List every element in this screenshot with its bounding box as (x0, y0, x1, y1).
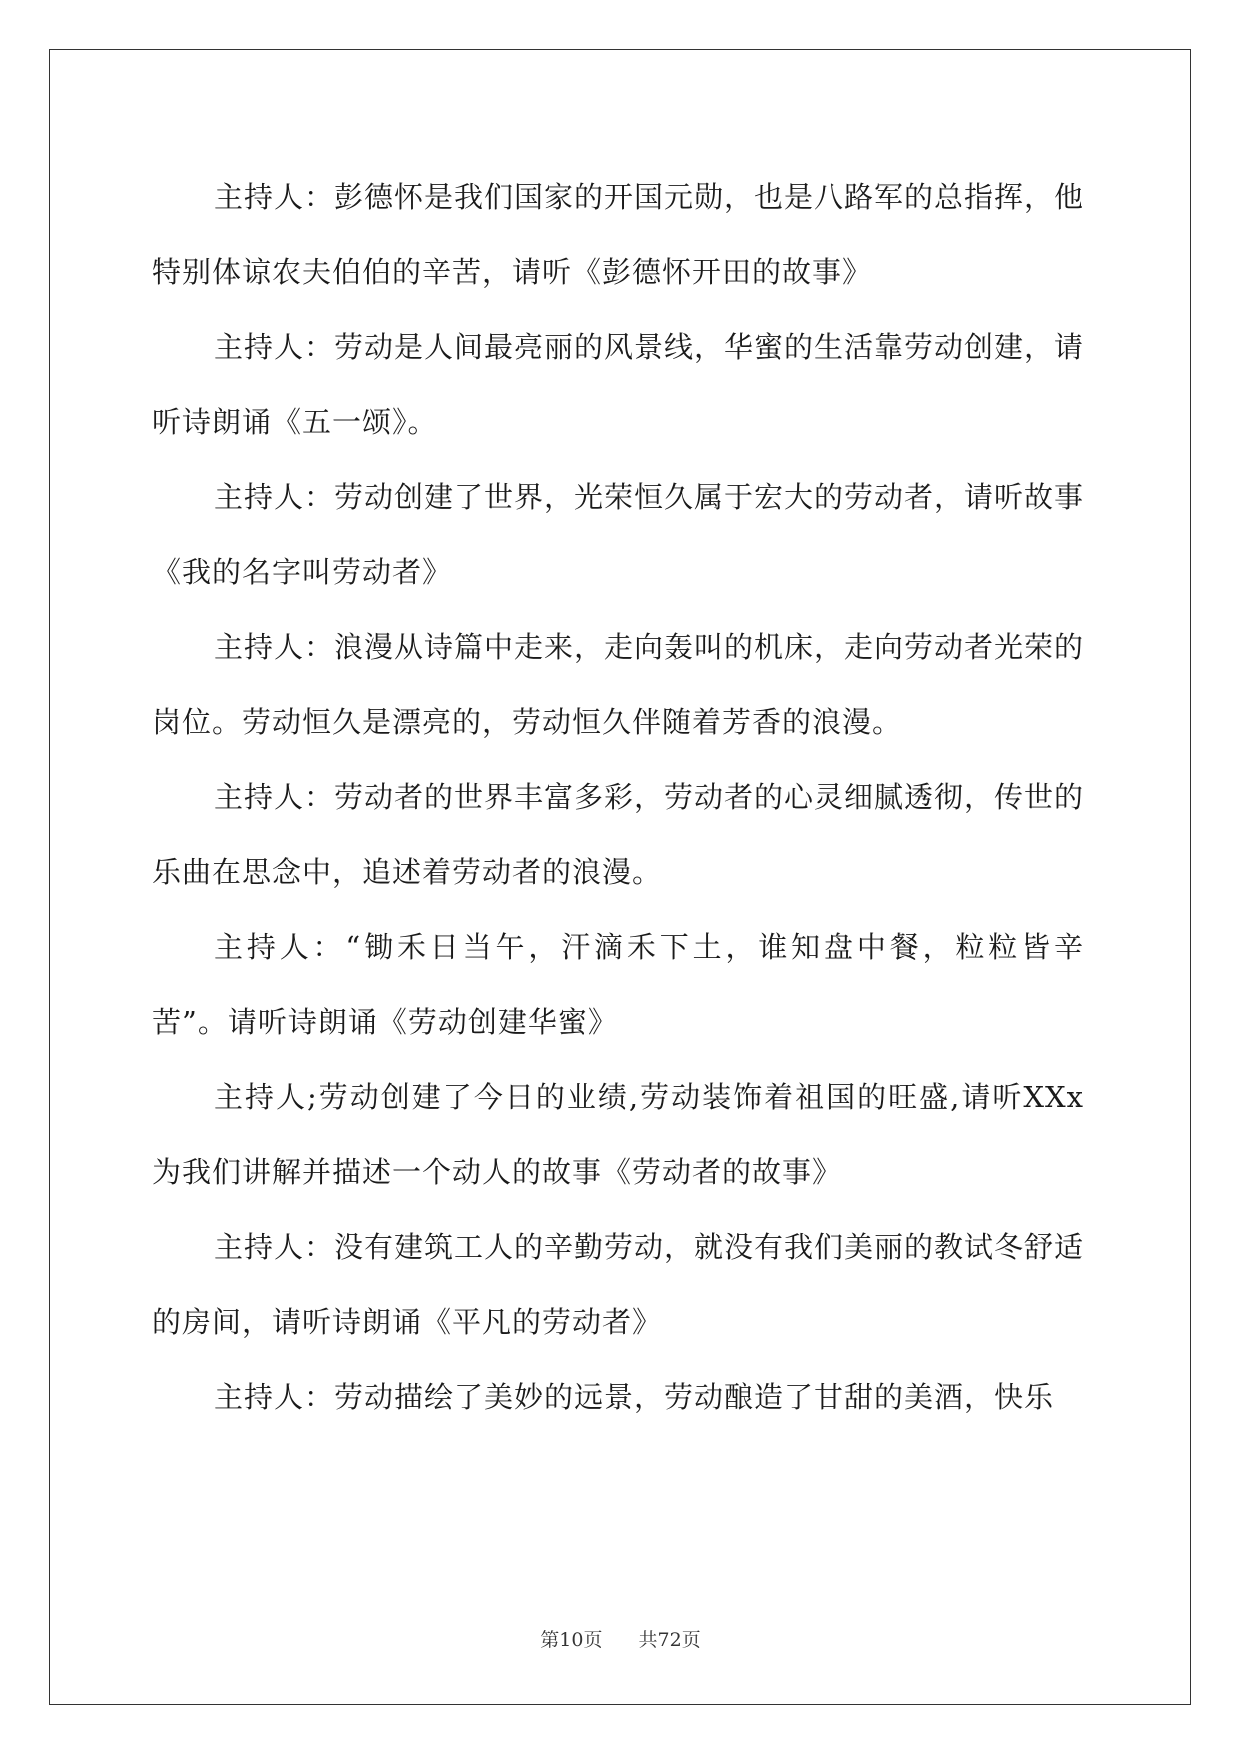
paragraph-3: 主持人：劳动创建了世界，光荣恒久属于宏大的劳动者，请听故事《我的名字叫劳动者》 (152, 480, 1085, 589)
paragraph-1: 主持人：彭德怀是我们国家的开国元勋，也是八路军的总指挥，他特别体谅农夫伯伯的辛苦，请听《彭德怀开田的故事》 (152, 180, 1085, 289)
paragraph-7: 主持人;劳动创建了今日的业绩,劳动装饰着祖国的旺盛,请听XXx为我们讲解并描述一个动人的故事《劳动者的故事》 (152, 1080, 1084, 1189)
paragraph-2: 主持人：劳动是人间最亮丽的风景线，华蜜的生活靠劳动创建，请听诗朗诵《五一颂》。 (152, 330, 1085, 439)
page-number: 第10页 (540, 1629, 603, 1651)
paragraph-5: 主持人：劳动者的世界丰富多彩，劳动者的心灵细腻透彻，传世的乐曲在思念中，追述着劳动者的浪漫。 (152, 780, 1085, 889)
page-footer (0, 1625, 1241, 1652)
paragraph-8: 主持人：没有建筑工人的辛勤劳动，就没有我们美丽的教试冬舒适的房间，请听诗朗诵《平凡的劳动者》 (152, 1230, 1085, 1339)
paragraph-9: 主持人：劳动描绘了美妙的远景，劳动酿造了甘甜的美酒，快乐 (214, 1380, 1055, 1414)
document-body (152, 160, 1084, 1435)
paragraph-4: 主持人：浪漫从诗篇中走来，走向轰叫的机床，走向劳动者光荣的岗位。劳动恒久是漂亮的，劳动恒久伴随着芳香的浪漫。 (152, 630, 1085, 739)
paragraph-6: 主持人：“锄禾日当午，汗滴禾下土，谁知盘中餐，粒粒皆辛苦”。请听诗朗诵《劳动创建华蜜》 (152, 930, 1084, 1039)
page-total: 共72页 (638, 1629, 701, 1651)
